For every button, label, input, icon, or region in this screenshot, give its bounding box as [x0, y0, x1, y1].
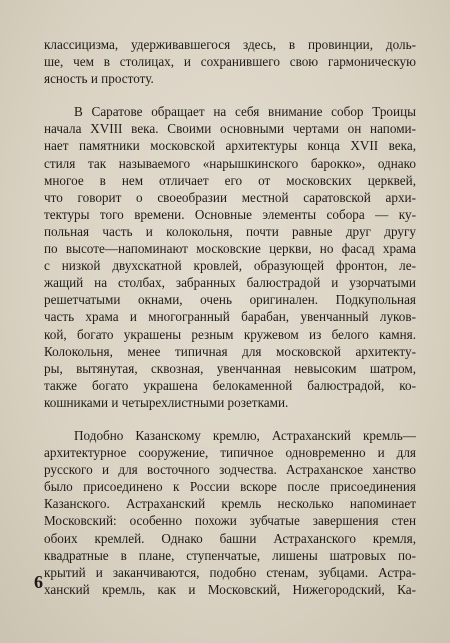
text-line: часть храма и многогранный барабан, увенчанный луков-	[44, 309, 416, 325]
text-line: В Саратове обращает на себя внимание собор Троицы	[74, 104, 416, 120]
text-line: решетчатыми окнами, очень оригинален. Подкупольная	[44, 292, 416, 308]
text-line: ханский кремль, как и Московский, Нижегородский, Ка-	[44, 581, 416, 597]
text-line: Колокольня, менее типичная для московской архитекту-	[44, 343, 416, 359]
text-line: было присоединено к России вскоре после присоединения	[44, 479, 416, 495]
text-line: польная часть и колокольня, почти равные друг другу	[44, 223, 416, 239]
text-line: по высоте—напоминают московские церкви, но фасад храма	[44, 241, 416, 257]
paragraph-1	[44, 36, 416, 87]
text-line: классицизма, удерживавшегося здесь, в провинции, доль-	[44, 37, 416, 52]
text-line: тектуры того времени. Основные элементы собора — ку-	[44, 206, 416, 222]
text-line: архитектурное сооружение, типичное одновременно и для	[44, 445, 416, 461]
text-line: русского и для восточного зодчества. Астраханское ханство	[44, 462, 416, 478]
text-line: ше, чем в столицах, и сохранившего свою гармоническую	[44, 54, 416, 70]
paragraph-3	[44, 427, 416, 598]
text-line: с низкой двухскатной кровлей, образующей фронтон, ле-	[44, 258, 416, 274]
text-line: Казанского. Астраханский кремль несколько напоминает	[44, 496, 416, 512]
paragraph-2	[44, 103, 416, 411]
text-line: ясность и простоту.	[44, 71, 154, 87]
page-text	[44, 36, 416, 598]
text-line: многое в нем отличает его от московских церквей,	[44, 172, 416, 188]
text-line: кой, богато украшены резным кружевом из белого камня.	[44, 326, 416, 342]
text-line: начала XVIII века. Своими основными чертами он напоми-	[44, 121, 416, 137]
paragraph-gap	[44, 411, 416, 427]
text-line: кошниками и четырехлистными розетками.	[44, 394, 289, 410]
page-number: 6	[34, 572, 43, 592]
text-line: квадратные в плане, ступенчатые, лишены шатровых по-	[44, 547, 416, 563]
text-line: стиля так называемого «нарышкинского барокко», однако	[44, 155, 416, 171]
text-line: обоих кремлей. Однако башни Астраханского кремля,	[44, 530, 416, 546]
text-line: нает памятники московской архитектуры конца XVII века,	[44, 138, 416, 154]
text-line: Московский: особенно похожи зубчатые завершения стен	[44, 513, 416, 529]
text-line: крытий и заканчиваются, подобно стенам, зубцами. Астра-	[44, 564, 416, 580]
text-line: Подобно Казанскому кремлю, Астраханский кремль—	[74, 427, 416, 443]
text-line: жащий на столбах, забранных балюстрадой и узорчатыми	[44, 275, 416, 291]
text-line: ры, вытянутая, сквозная, увенчанная невысоким шатром,	[44, 360, 416, 376]
paragraph-gap	[44, 87, 416, 103]
text-line: также богато украшена белокаменной балюстрадой, ко-	[44, 377, 416, 393]
text-line: что говорит о своеобразии местной саратовской архи-	[44, 189, 416, 205]
